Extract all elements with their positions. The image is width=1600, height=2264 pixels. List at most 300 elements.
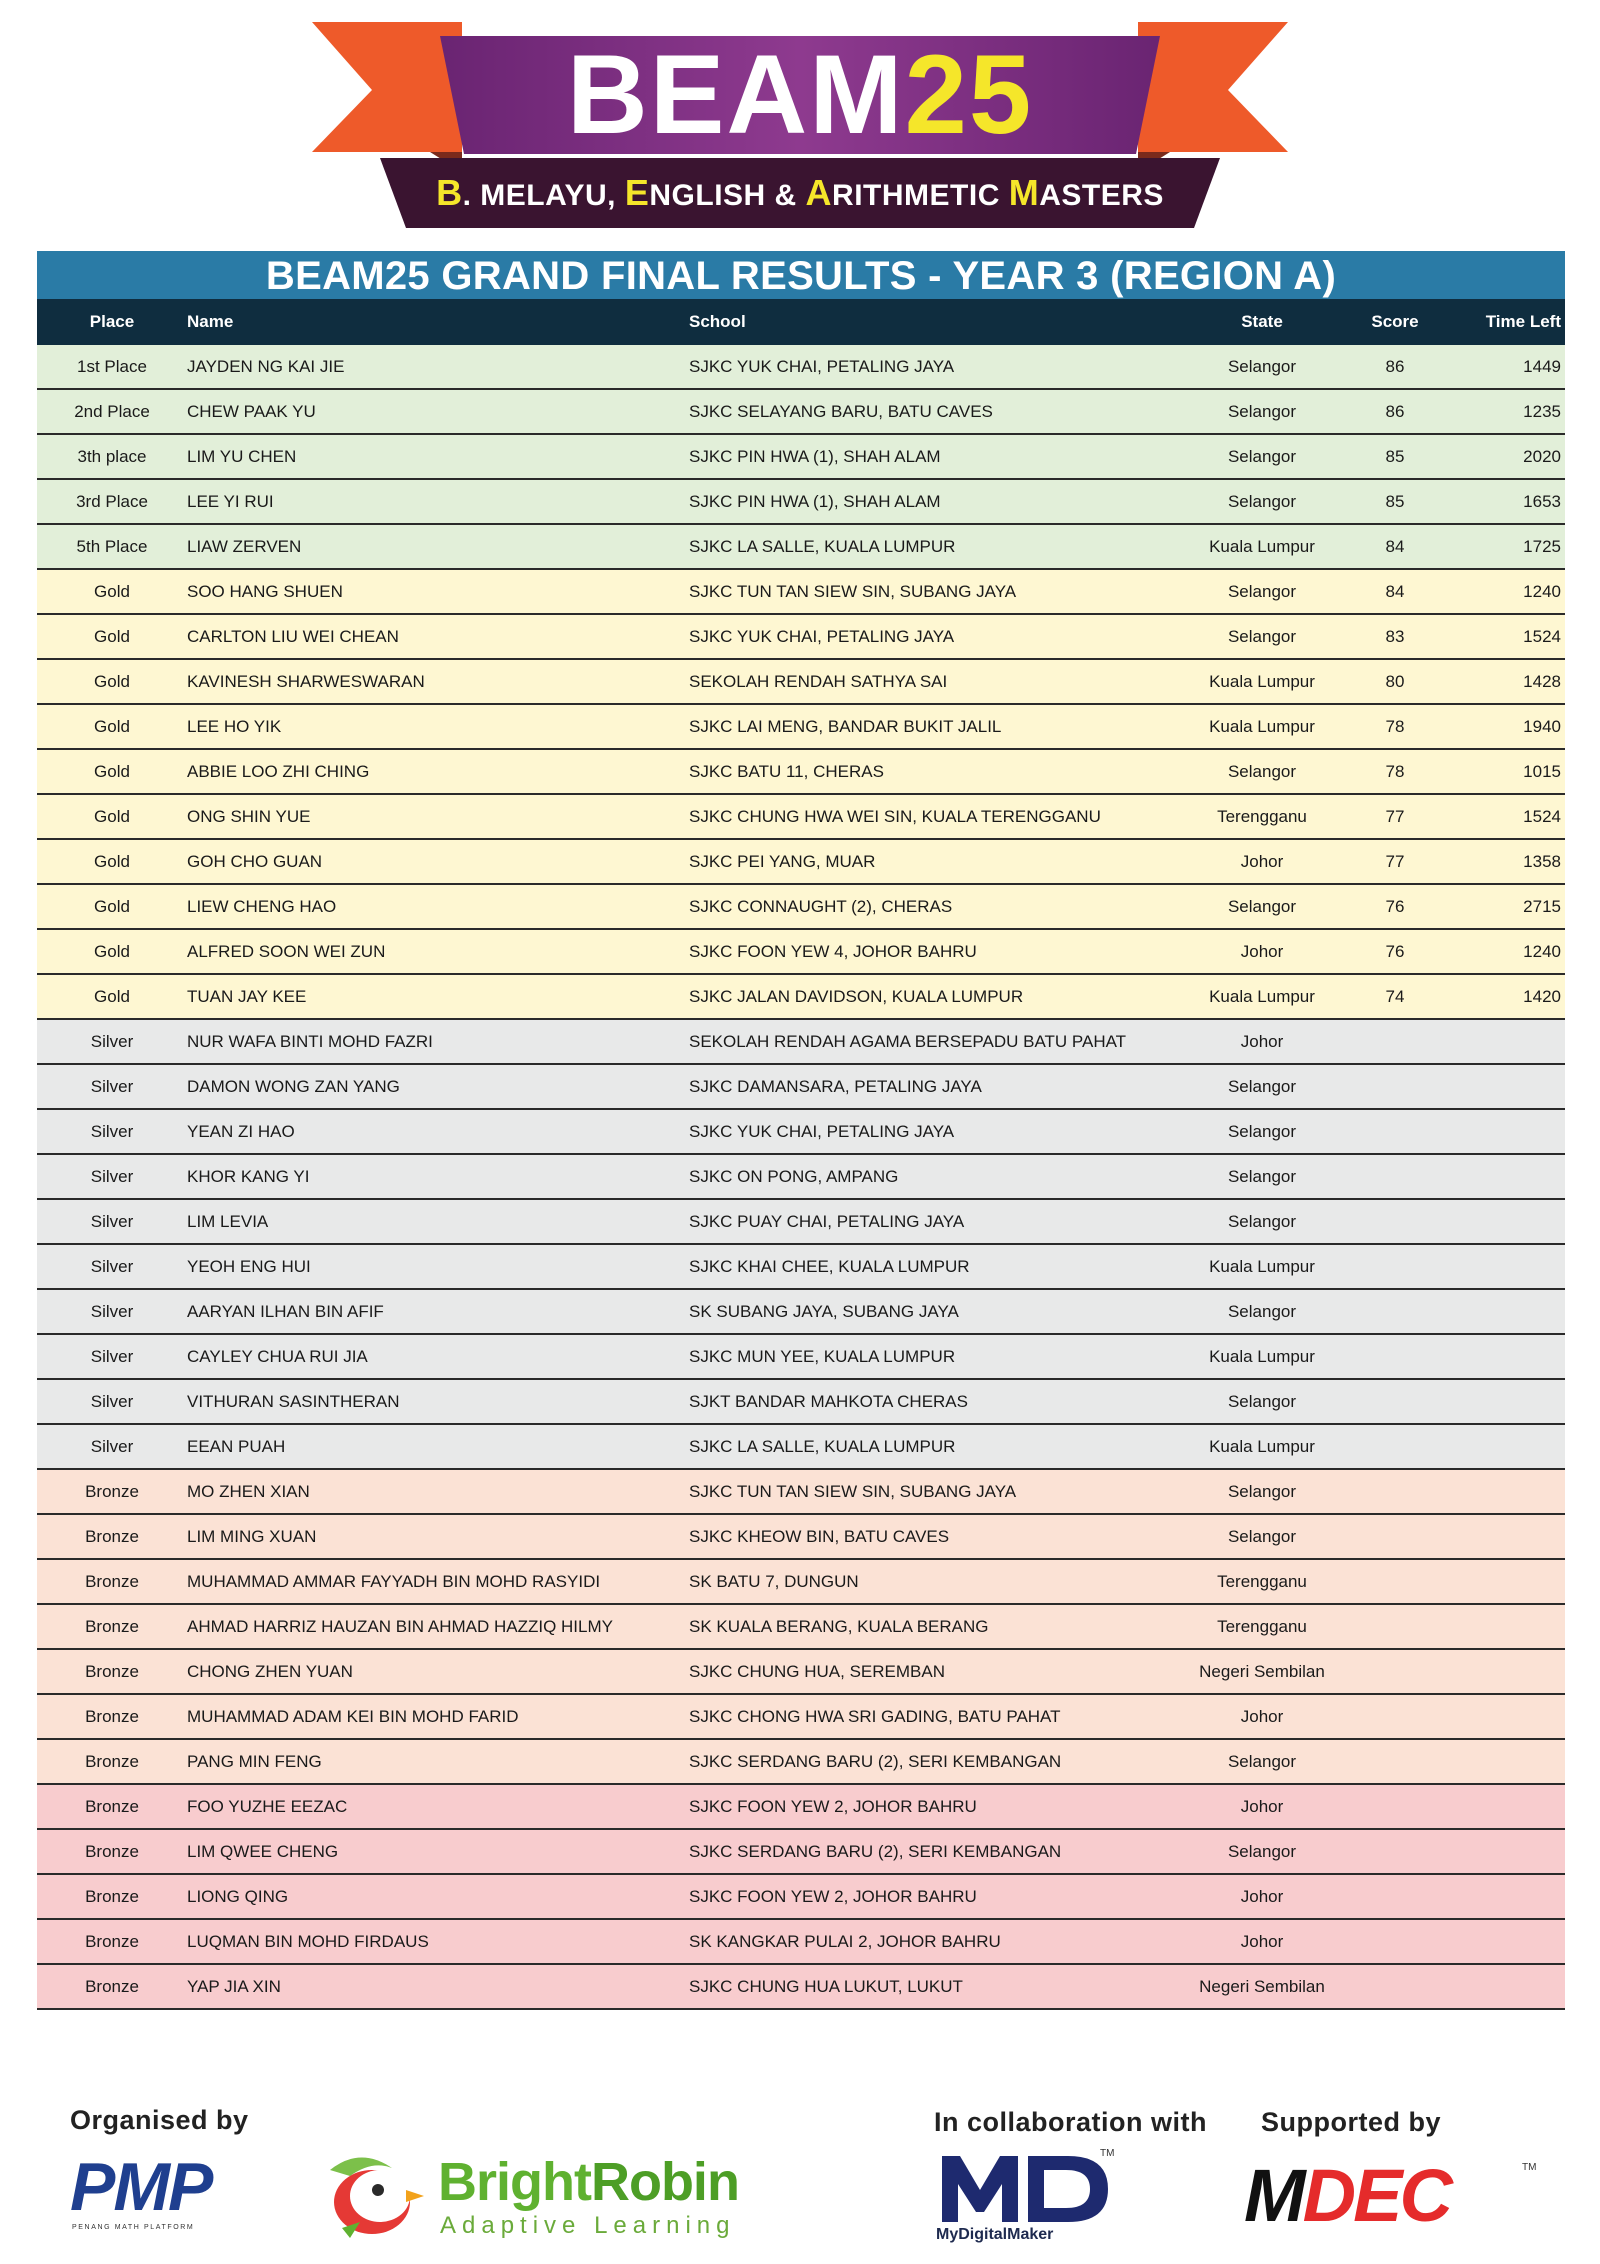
cell-score: 80 — [1335, 659, 1455, 704]
banner-subtitle — [400, 168, 1200, 218]
cell-name: LEE HO YIK — [187, 704, 689, 749]
cell-state: Johor — [1189, 1919, 1335, 1964]
table-row — [37, 1199, 1565, 1244]
cell-place: Bronze — [37, 1964, 187, 2009]
cell-place: 5th Place — [37, 524, 187, 569]
brightrobin-name-b: Robin — [590, 2152, 739, 2212]
cell-school: SJKC SERDANG BARU (2), SERI KEMBANGAN — [689, 1739, 1189, 1784]
mdec-trademark: TM — [1522, 2162, 1537, 2173]
cell-school: SJKC CHONG HWA SRI GADING, BATU PAHAT — [689, 1694, 1189, 1739]
cell-place: Silver — [37, 1154, 187, 1199]
cell-place: Silver — [37, 1244, 187, 1289]
cell-name: ONG SHIN YUE — [187, 794, 689, 839]
cell-school: SEKOLAH RENDAH SATHYA SAI — [689, 659, 1189, 704]
cell-time-left: 1420 — [1455, 974, 1565, 1019]
cell-place: Silver — [37, 1424, 187, 1469]
cell-name: VITHURAN SASINTHERAN — [187, 1379, 689, 1424]
table-row — [37, 1964, 1565, 2009]
cell-state: Selangor — [1189, 479, 1335, 524]
cell-time-left: 1653 — [1455, 479, 1565, 524]
mdec-dec: DEC — [1302, 2154, 1450, 2237]
cell-name: JAYDEN NG KAI JIE — [187, 345, 689, 389]
table-row — [37, 569, 1565, 614]
cell-school: SJKC JALAN DAVIDSON, KUALA LUMPUR — [689, 974, 1189, 1019]
cell-school: SJKC FOON YEW 4, JOHOR BAHRU — [689, 929, 1189, 974]
cell-score: 78 — [1335, 749, 1455, 794]
table-row — [37, 1829, 1565, 1874]
cell-time-left: 1428 — [1455, 659, 1565, 704]
cell-state: Johor — [1189, 1874, 1335, 1919]
col-header-school: School — [689, 299, 1189, 345]
cell-state: Johor — [1189, 1694, 1335, 1739]
subtitle-initial: M — [1008, 172, 1040, 213]
cell-score — [1335, 1289, 1455, 1334]
cell-state: Johor — [1189, 929, 1335, 974]
cell-school: SJKC ON PONG, AMPANG — [689, 1154, 1189, 1199]
brightrobin-bird-icon — [320, 2150, 430, 2240]
banner-brand: BEAM — [566, 32, 905, 157]
table-row — [37, 839, 1565, 884]
table-row — [37, 1874, 1565, 1919]
cell-name: KAVINESH SHARWESWARAN — [187, 659, 689, 704]
cell-time-left — [1455, 1379, 1565, 1424]
cell-score — [1335, 1514, 1455, 1559]
cell-place: 1st Place — [37, 345, 187, 389]
cell-state: Selangor — [1189, 1514, 1335, 1559]
cell-state: Terengganu — [1189, 1604, 1335, 1649]
cell-school: SJKC YUK CHAI, PETALING JAYA — [689, 614, 1189, 659]
brightrobin-tagline: Adaptive Learning — [440, 2212, 736, 2239]
cell-school: SJKC KHEOW BIN, BATU CAVES — [689, 1514, 1189, 1559]
cell-name: AHMAD HARRIZ HAUZAN BIN AHMAD HAZZIQ HILMY — [187, 1604, 689, 1649]
cell-time-left — [1455, 1334, 1565, 1379]
cell-score — [1335, 1829, 1455, 1874]
cell-name: MO ZHEN XIAN — [187, 1469, 689, 1514]
cell-time-left — [1455, 1064, 1565, 1109]
cell-place: 2nd Place — [37, 389, 187, 434]
cell-score — [1335, 1154, 1455, 1199]
cell-state: Selangor — [1189, 1289, 1335, 1334]
table-row — [37, 659, 1565, 704]
cell-name: SOO HANG SHUEN — [187, 569, 689, 614]
subtitle-text: NGLISH & — [649, 179, 806, 212]
cell-time-left — [1455, 1649, 1565, 1694]
cell-name: CHEW PAAK YU — [187, 389, 689, 434]
cell-name: FOO YUZHE EEZAC — [187, 1784, 689, 1829]
cell-score: 77 — [1335, 839, 1455, 884]
cell-school: SJKC LA SALLE, KUALA LUMPUR — [689, 524, 1189, 569]
cell-score — [1335, 1244, 1455, 1289]
cell-time-left: 1235 — [1455, 389, 1565, 434]
col-header-score: Score — [1335, 299, 1455, 345]
cell-place: Bronze — [37, 1649, 187, 1694]
cell-time-left — [1455, 1559, 1565, 1604]
cell-place: Bronze — [37, 1559, 187, 1604]
cell-place: Silver — [37, 1199, 187, 1244]
cell-place: Bronze — [37, 1829, 187, 1874]
cell-place: Silver — [37, 1334, 187, 1379]
cell-time-left — [1455, 1874, 1565, 1919]
cell-state: Selangor — [1189, 434, 1335, 479]
cell-school: SJKC FOON YEW 2, JOHOR BAHRU — [689, 1784, 1189, 1829]
cell-state: Selangor — [1189, 1829, 1335, 1874]
cell-state: Selangor — [1189, 614, 1335, 659]
cell-name: YAP JIA XIN — [187, 1964, 689, 2009]
cell-score — [1335, 1919, 1455, 1964]
mydigitalmaker-caption: MyDigitalMaker — [936, 2226, 1054, 2243]
mdec-logo — [1244, 2154, 1450, 2237]
cell-state: Kuala Lumpur — [1189, 1244, 1335, 1289]
cell-score: 85 — [1335, 479, 1455, 524]
cell-time-left — [1455, 1964, 1565, 2009]
cell-state: Negeri Sembilan — [1189, 1649, 1335, 1694]
cell-place: Silver — [37, 1379, 187, 1424]
cell-school: SJKC CHUNG HUA LUKUT, LUKUT — [689, 1964, 1189, 2009]
cell-score — [1335, 1199, 1455, 1244]
cell-time-left — [1455, 1694, 1565, 1739]
table-row — [37, 345, 1565, 389]
cell-time-left: 2715 — [1455, 884, 1565, 929]
subtitle-initial: B — [436, 172, 463, 213]
cell-time-left: 1725 — [1455, 524, 1565, 569]
table-row — [37, 1694, 1565, 1739]
cell-place: Gold — [37, 929, 187, 974]
table-row — [37, 704, 1565, 749]
table-row — [37, 614, 1565, 659]
cell-state: Selangor — [1189, 389, 1335, 434]
pmp-subtitle: PENANG MATH PLATFORM — [72, 2224, 195, 2231]
cell-score — [1335, 1109, 1455, 1154]
cell-place: 3th place — [37, 434, 187, 479]
cell-state: Johor — [1189, 1019, 1335, 1064]
cell-place: Gold — [37, 569, 187, 614]
cell-school: SEKOLAH RENDAH AGAMA BERSEPADU BATU PAHAT — [689, 1019, 1189, 1064]
cell-time-left: 1524 — [1455, 794, 1565, 839]
cell-name: LEE YI RUI — [187, 479, 689, 524]
cell-place: Silver — [37, 1109, 187, 1154]
cell-state: Kuala Lumpur — [1189, 659, 1335, 704]
cell-state: Selangor — [1189, 1109, 1335, 1154]
cell-place: Silver — [37, 1064, 187, 1109]
cell-state: Kuala Lumpur — [1189, 704, 1335, 749]
organised-by-label: Organised by — [70, 2105, 249, 2135]
cell-name: LIM YU CHEN — [187, 434, 689, 479]
table-row — [37, 1379, 1565, 1424]
cell-state: Kuala Lumpur — [1189, 1424, 1335, 1469]
cell-state: Negeri Sembilan — [1189, 1964, 1335, 2009]
table-row — [37, 1064, 1565, 1109]
cell-name: YEOH ENG HUI — [187, 1244, 689, 1289]
supported-by-label: Supported by — [1261, 2107, 1441, 2137]
mydigitalmaker-logo-icon — [936, 2148, 1116, 2226]
cell-school: SJKC SERDANG BARU (2), SERI KEMBANGAN — [689, 1829, 1189, 1874]
cell-state: Terengganu — [1189, 794, 1335, 839]
cell-place: Gold — [37, 749, 187, 794]
cell-place: Bronze — [37, 1514, 187, 1559]
cell-state: Selangor — [1189, 1739, 1335, 1784]
cell-school: SK KUALA BERANG, KUALA BERANG — [689, 1604, 1189, 1649]
cell-place: Gold — [37, 974, 187, 1019]
cell-score: 77 — [1335, 794, 1455, 839]
cell-score: 76 — [1335, 884, 1455, 929]
table-row — [37, 1514, 1565, 1559]
cell-state: Terengganu — [1189, 1559, 1335, 1604]
table-row — [37, 1559, 1565, 1604]
subtitle-text: ASTERS — [1039, 179, 1164, 212]
cell-time-left — [1455, 1244, 1565, 1289]
cell-time-left: 1940 — [1455, 704, 1565, 749]
results-section — [37, 251, 1565, 2010]
col-header-time-left: Time Left — [1455, 299, 1565, 345]
table-row — [37, 1334, 1565, 1379]
cell-score — [1335, 1019, 1455, 1064]
table-row — [37, 1019, 1565, 1064]
cell-score: 84 — [1335, 569, 1455, 614]
cell-name: LIM MING XUAN — [187, 1514, 689, 1559]
cell-score: 86 — [1335, 345, 1455, 389]
cell-name: AARYAN ILHAN BIN AFIF — [187, 1289, 689, 1334]
cell-school: SK KANGKAR PULAI 2, JOHOR BAHRU — [689, 1919, 1189, 1964]
cell-school: SJKC MUN YEE, KUALA LUMPUR — [689, 1334, 1189, 1379]
cell-school: SJKC TUN TAN SIEW SIN, SUBANG JAYA — [689, 569, 1189, 614]
cell-score — [1335, 1469, 1455, 1514]
cell-school: SJKC LAI MENG, BANDAR BUKIT JALIL — [689, 704, 1189, 749]
results-body — [37, 345, 1565, 2009]
table-row — [37, 1424, 1565, 1469]
banner — [0, 0, 1600, 240]
col-header-state: State — [1189, 299, 1335, 345]
cell-school: SJKC YUK CHAI, PETALING JAYA — [689, 1109, 1189, 1154]
brightrobin-name — [438, 2152, 739, 2212]
cell-school: SJKC PUAY CHAI, PETALING JAYA — [689, 1199, 1189, 1244]
table-row — [37, 1919, 1565, 1964]
cell-score — [1335, 1559, 1455, 1604]
md-trademark: TM — [1100, 2148, 1115, 2159]
collaboration-label: In collaboration with — [934, 2107, 1207, 2137]
cell-place: Bronze — [37, 1469, 187, 1514]
cell-school: SJKC PIN HWA (1), SHAH ALAM — [689, 479, 1189, 524]
cell-place: Silver — [37, 1019, 187, 1064]
cell-place: Gold — [37, 884, 187, 929]
cell-place: Silver — [37, 1289, 187, 1334]
results-title: BEAM25 GRAND FINAL RESULTS - YEAR 3 (REGION A) — [37, 251, 1565, 299]
cell-school: SJKC TUN TAN SIEW SIN, SUBANG JAYA — [689, 1469, 1189, 1514]
subtitle-text: RITHMETIC — [832, 179, 1009, 212]
cell-name: LIAW ZERVEN — [187, 524, 689, 569]
table-row — [37, 884, 1565, 929]
cell-school: SJKC SELAYANG BARU, BATU CAVES — [689, 389, 1189, 434]
cell-score: 86 — [1335, 389, 1455, 434]
cell-score — [1335, 1424, 1455, 1469]
banner-year: 25 — [904, 32, 1034, 157]
cell-school: SJKC CONNAUGHT (2), CHERAS — [689, 884, 1189, 929]
mdec-m: M — [1244, 2154, 1303, 2237]
cell-place: Gold — [37, 614, 187, 659]
cell-score — [1335, 1064, 1455, 1109]
cell-time-left: 2020 — [1455, 434, 1565, 479]
cell-name: LIEW CHENG HAO — [187, 884, 689, 929]
cell-name: NUR WAFA BINTI MOHD FAZRI — [187, 1019, 689, 1064]
cell-place: Bronze — [37, 1784, 187, 1829]
cell-time-left — [1455, 1739, 1565, 1784]
cell-time-left — [1455, 1604, 1565, 1649]
cell-name: LIM LEVIA — [187, 1199, 689, 1244]
cell-place: Bronze — [37, 1874, 187, 1919]
cell-state: Kuala Lumpur — [1189, 1334, 1335, 1379]
cell-name: CAYLEY CHUA RUI JIA — [187, 1334, 689, 1379]
cell-state: Selangor — [1189, 749, 1335, 794]
cell-state: Kuala Lumpur — [1189, 524, 1335, 569]
cell-score: 76 — [1335, 929, 1455, 974]
table-row — [37, 1739, 1565, 1784]
cell-school: SK SUBANG JAYA, SUBANG JAYA — [689, 1289, 1189, 1334]
cell-name: TUAN JAY KEE — [187, 974, 689, 1019]
cell-time-left: 1015 — [1455, 749, 1565, 794]
cell-name: CHONG ZHEN YUAN — [187, 1649, 689, 1694]
cell-time-left — [1455, 1919, 1565, 1964]
cell-score: 78 — [1335, 704, 1455, 749]
col-header-place: Place — [37, 299, 187, 345]
cell-time-left — [1455, 1784, 1565, 1829]
banner-title — [455, 32, 1145, 157]
cell-school: SJKC CHUNG HWA WEI SIN, KUALA TERENGGANU — [689, 794, 1189, 839]
col-header-name: Name — [187, 299, 689, 345]
table-row — [37, 929, 1565, 974]
cell-place: Bronze — [37, 1694, 187, 1739]
cell-school: SJKC PEI YANG, MUAR — [689, 839, 1189, 884]
cell-score — [1335, 1334, 1455, 1379]
cell-name: LIONG QING — [187, 1874, 689, 1919]
cell-state: Selangor — [1189, 345, 1335, 389]
cell-time-left — [1455, 1829, 1565, 1874]
table-row — [37, 1109, 1565, 1154]
cell-name: PANG MIN FENG — [187, 1739, 689, 1784]
cell-school: SJKC KHAI CHEE, KUALA LUMPUR — [689, 1244, 1189, 1289]
cell-school: SJKC CHUNG HUA, SEREMBAN — [689, 1649, 1189, 1694]
cell-school: SJKC YUK CHAI, PETALING JAYA — [689, 345, 1189, 389]
table-row — [37, 1154, 1565, 1199]
cell-state: Selangor — [1189, 1379, 1335, 1424]
subtitle-initial: E — [624, 172, 650, 213]
cell-name: LUQMAN BIN MOHD FIRDAUS — [187, 1919, 689, 1964]
cell-time-left: 1358 — [1455, 839, 1565, 884]
cell-score: 83 — [1335, 614, 1455, 659]
cell-name: MUHAMMAD ADAM KEI BIN MOHD FARID — [187, 1694, 689, 1739]
cell-score — [1335, 1964, 1455, 2009]
cell-name: YEAN ZI HAO — [187, 1109, 689, 1154]
cell-time-left — [1455, 1109, 1565, 1154]
subtitle-initial: A — [805, 172, 833, 213]
cell-time-left: 1240 — [1455, 569, 1565, 614]
cell-name: LIM QWEE CHENG — [187, 1829, 689, 1874]
table-row — [37, 749, 1565, 794]
cell-state: Selangor — [1189, 1469, 1335, 1514]
table-row — [37, 524, 1565, 569]
cell-place: Bronze — [37, 1919, 187, 1964]
cell-time-left — [1455, 1289, 1565, 1334]
cell-score: 85 — [1335, 434, 1455, 479]
cell-school: SJKC PIN HWA (1), SHAH ALAM — [689, 434, 1189, 479]
cell-school: SK BATU 7, DUNGUN — [689, 1559, 1189, 1604]
cell-time-left — [1455, 1424, 1565, 1469]
cell-score — [1335, 1784, 1455, 1829]
cell-place: Gold — [37, 794, 187, 839]
table-row — [37, 479, 1565, 524]
table-row — [37, 389, 1565, 434]
cell-name: EEAN PUAH — [187, 1424, 689, 1469]
cell-score — [1335, 1739, 1455, 1784]
cell-score — [1335, 1874, 1455, 1919]
cell-time-left: 1524 — [1455, 614, 1565, 659]
cell-place: Bronze — [37, 1604, 187, 1649]
cell-name: ABBIE LOO ZHI CHING — [187, 749, 689, 794]
pmp-logo: PMP — [70, 2149, 212, 2225]
table-row — [37, 1469, 1565, 1514]
cell-time-left — [1455, 1469, 1565, 1514]
cell-time-left: 1449 — [1455, 345, 1565, 389]
cell-score: 74 — [1335, 974, 1455, 1019]
table-row — [37, 1649, 1565, 1694]
cell-place: Gold — [37, 839, 187, 884]
table-row — [37, 974, 1565, 1019]
cell-score — [1335, 1649, 1455, 1694]
cell-time-left: 1240 — [1455, 929, 1565, 974]
cell-school: SJKC BATU 11, CHERAS — [689, 749, 1189, 794]
table-row — [37, 434, 1565, 479]
cell-score — [1335, 1694, 1455, 1739]
cell-place: Bronze — [37, 1739, 187, 1784]
table-row — [37, 794, 1565, 839]
cell-time-left — [1455, 1199, 1565, 1244]
cell-time-left — [1455, 1019, 1565, 1064]
table-row — [37, 1784, 1565, 1829]
cell-name: DAMON WONG ZAN YANG — [187, 1064, 689, 1109]
cell-place: 3rd Place — [37, 479, 187, 524]
table-header-row — [37, 299, 1565, 345]
cell-name: CARLTON LIU WEI CHEAN — [187, 614, 689, 659]
cell-state: Kuala Lumpur — [1189, 974, 1335, 1019]
cell-school: SJKC DAMANSARA, PETALING JAYA — [689, 1064, 1189, 1109]
subtitle-text: . MELAYU, — [462, 179, 625, 212]
brightrobin-name-a: Bright — [438, 2152, 591, 2212]
cell-time-left — [1455, 1514, 1565, 1559]
table-row — [37, 1289, 1565, 1334]
cell-state: Johor — [1189, 1784, 1335, 1829]
cell-score — [1335, 1604, 1455, 1649]
cell-score: 84 — [1335, 524, 1455, 569]
cell-state: Selangor — [1189, 884, 1335, 929]
cell-score — [1335, 1379, 1455, 1424]
cell-time-left — [1455, 1154, 1565, 1199]
cell-school: SJKT BANDAR MAHKOTA CHERAS — [689, 1379, 1189, 1424]
cell-name: ALFRED SOON WEI ZUN — [187, 929, 689, 974]
cell-name: MUHAMMAD AMMAR FAYYADH BIN MOHD RASYIDI — [187, 1559, 689, 1604]
cell-place: Gold — [37, 659, 187, 704]
table-row — [37, 1604, 1565, 1649]
cell-state: Selangor — [1189, 569, 1335, 614]
cell-state: Selangor — [1189, 1199, 1335, 1244]
cell-state: Johor — [1189, 839, 1335, 884]
cell-state: Selangor — [1189, 1064, 1335, 1109]
cell-name: KHOR KANG YI — [187, 1154, 689, 1199]
cell-school: SJKC FOON YEW 2, JOHOR BAHRU — [689, 1874, 1189, 1919]
table-row — [37, 1244, 1565, 1289]
cell-school: SJKC LA SALLE, KUALA LUMPUR — [689, 1424, 1189, 1469]
cell-name: GOH CHO GUAN — [187, 839, 689, 884]
cell-state: Selangor — [1189, 1154, 1335, 1199]
cell-place: Gold — [37, 704, 187, 749]
results-table — [37, 299, 1565, 2010]
